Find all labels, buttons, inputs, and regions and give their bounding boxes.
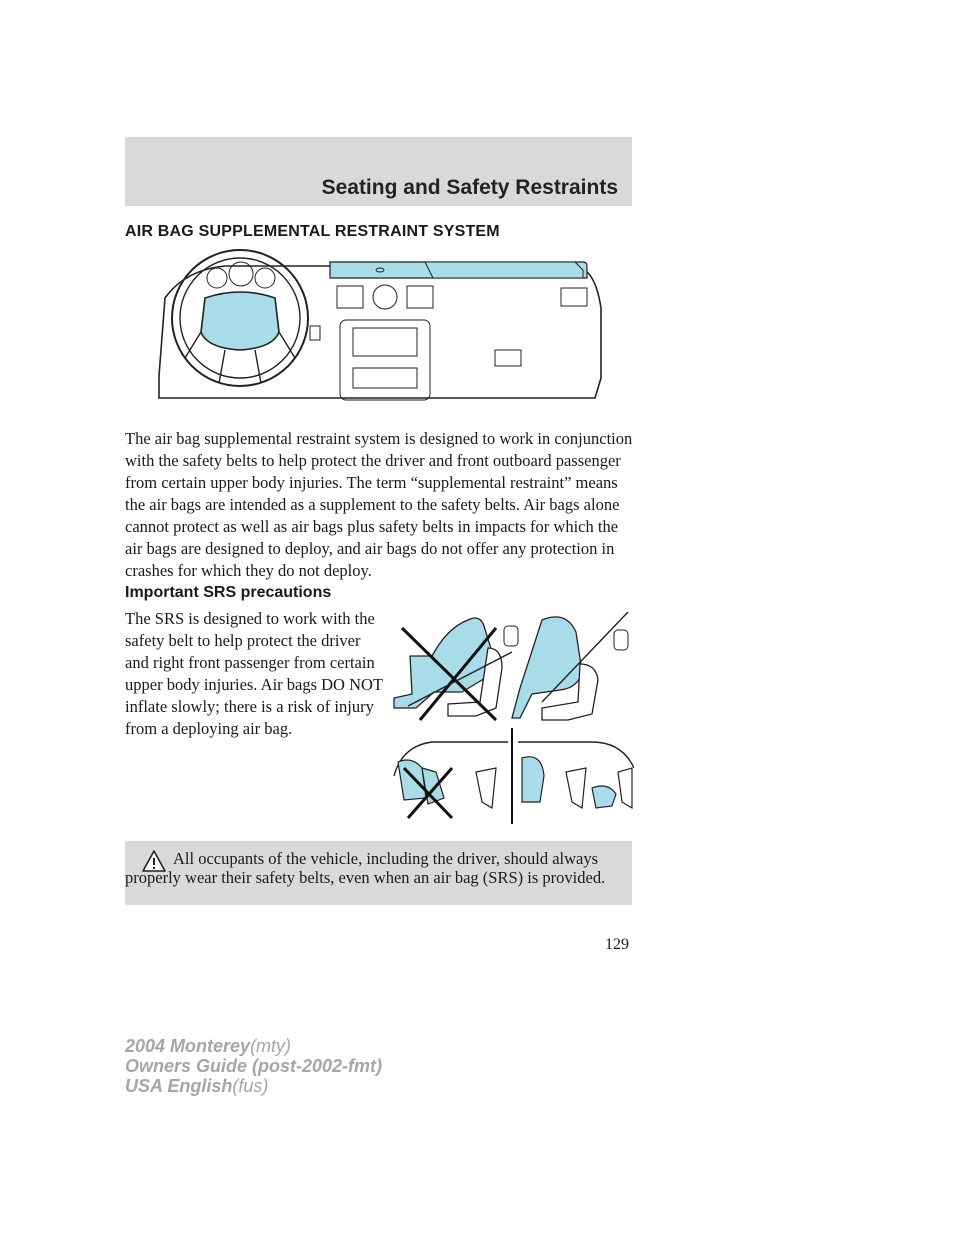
footer-model: 2004 Monterey bbox=[125, 1036, 251, 1056]
intro-paragraph: The air bag supplemental restraint system is designed to work in conjunction with the safety belts to help protect the driver and front outboard passenger from certain upper body injuries. The term “supplemental restraint” means the air bags are intended as a supplement to the safety belts. Air bags alone cannot protect as well as air bags plus safety belts in impacts for which the air bags are designed to deploy, and air bags do not offer any protection in crashes for which they do not deploy. bbox=[125, 429, 633, 580]
header-band bbox=[125, 137, 632, 206]
footer-language: USA English bbox=[125, 1076, 233, 1096]
warning-text: All occupants of the vehicle, including the driver, should always properly wear their safety belts, even when an air bag (SRS) is provided. bbox=[125, 849, 606, 887]
footer-model-code: (mty) bbox=[250, 1036, 292, 1056]
footer-guide: Owners Guide (post-2002-fmt) bbox=[125, 1056, 383, 1076]
footer-language-code: (fus) bbox=[232, 1076, 269, 1096]
precautions-heading: Important SRS precautions bbox=[125, 584, 332, 601]
warning-box bbox=[125, 841, 632, 905]
occupant-position-illustration bbox=[392, 608, 632, 723]
page-header-title: Seating and Safety Restraints bbox=[321, 176, 618, 199]
dashboard-airbag-illustration bbox=[155, 248, 607, 408]
section-heading: AIR BAG SUPPLEMENTAL RESTRAINT SYSTEM bbox=[125, 223, 500, 240]
page-number: 129 bbox=[605, 936, 629, 953]
rear-facing-child-seat-illustration bbox=[392, 728, 634, 824]
precautions-paragraph: The SRS is designed to work with the safety belt to help protect the driver and right front passenger from certain upper body injuries. Air bags DO NOT inflate slowly; there is a risk of injury from a deploying air bag. bbox=[125, 609, 383, 738]
document-footer bbox=[125, 1036, 382, 1096]
